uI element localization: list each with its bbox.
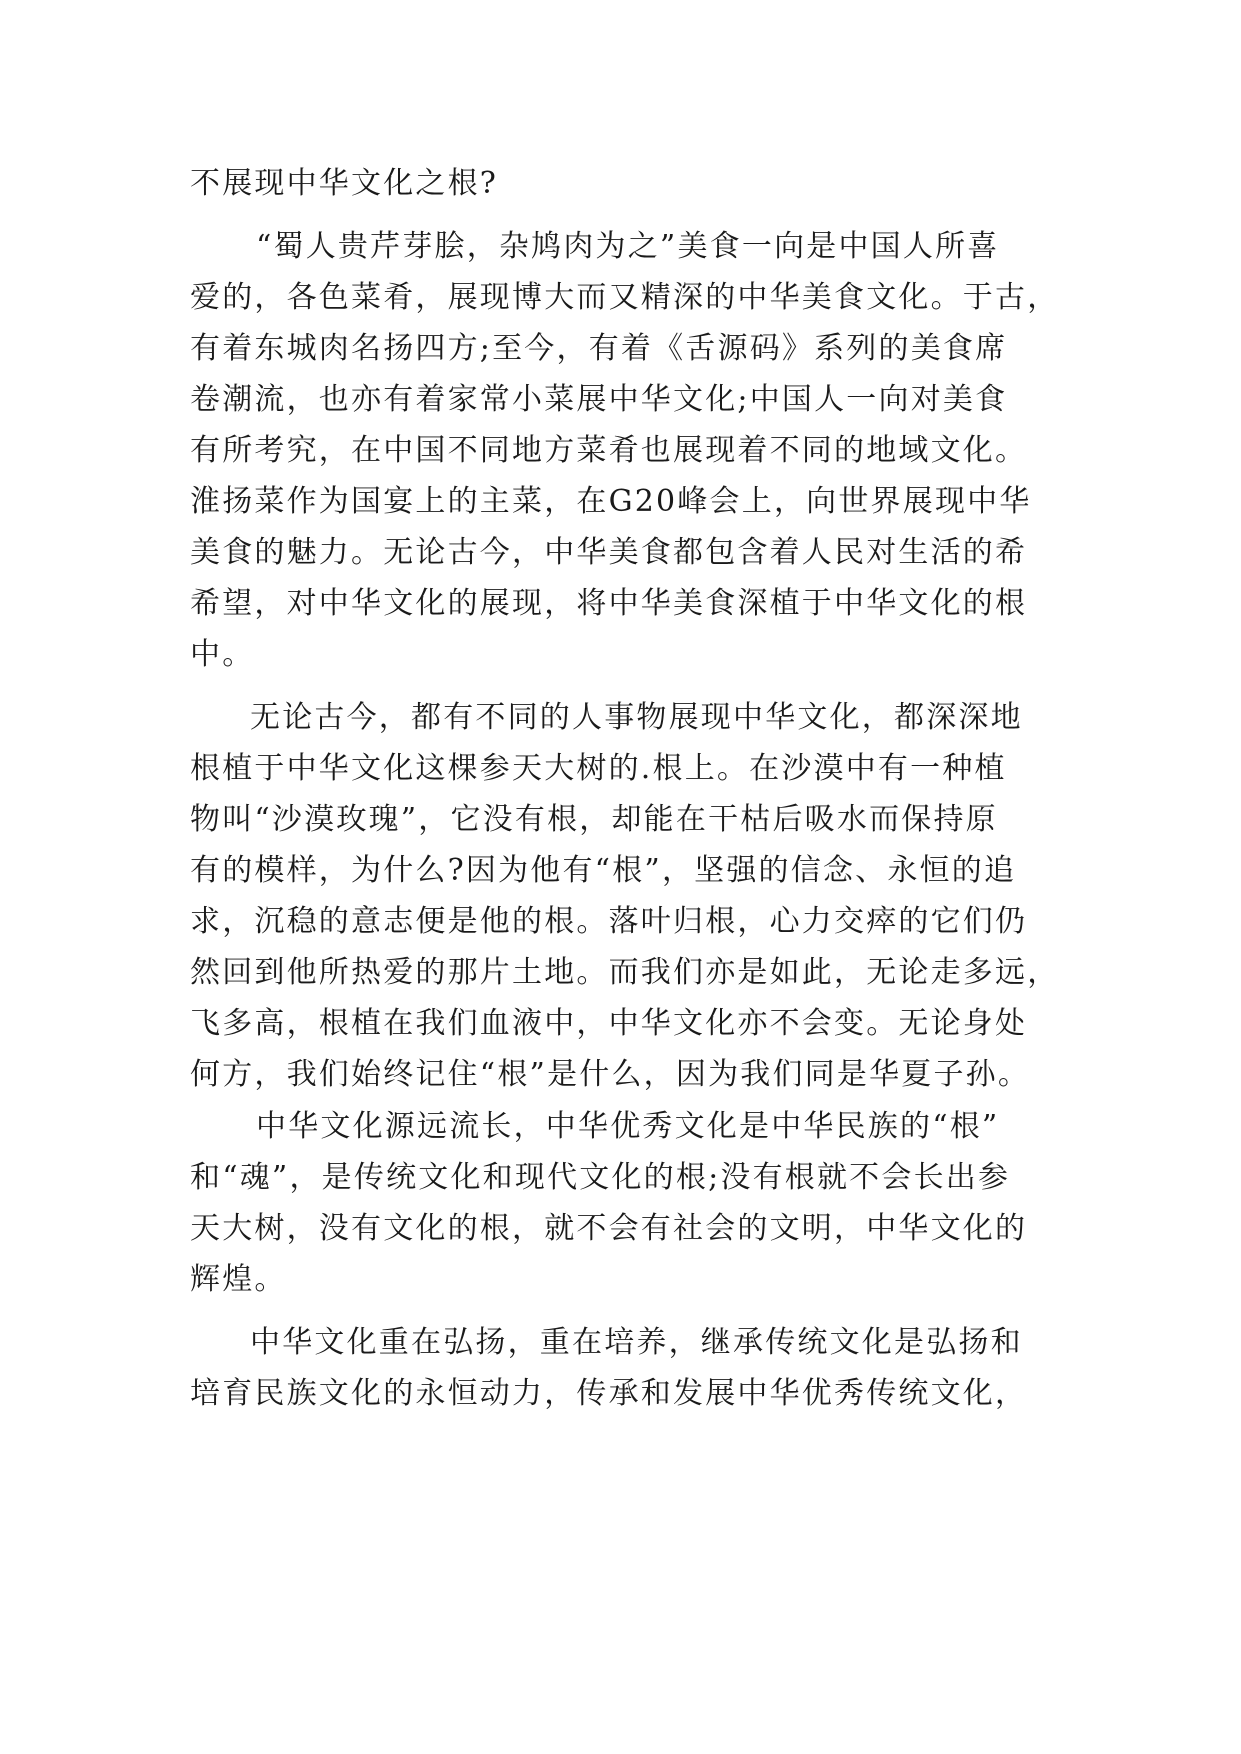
- text-line: 有所考究，在中国不同地方菜肴也展现着不同的地域文化。: [190, 433, 1028, 468]
- text-line: 和“魂”，是传统文化和现代文化的根;没有根就不会长出参: [190, 1160, 1011, 1195]
- paragraph-first-line: 无论古今，都有不同的人事物展现中华文化，都深深地: [250, 700, 1023, 735]
- text-line: 何方，我们始终记住“根”是什么，因为我们同是华夏子孙。: [190, 1057, 1031, 1092]
- text-line: 中。: [190, 637, 255, 672]
- text-line: 美食的魅力。无论古今，中华美食都包含着人民对生活的希: [190, 535, 1028, 570]
- text-line: 辉煌。: [190, 1262, 287, 1297]
- text-line: 有的模样，为什么?因为他有“根”，坚强的信念、永恒的追: [190, 853, 1017, 888]
- text-line: 培育民族文化的永恒动力，传承和发展中华优秀传统文化，: [190, 1376, 1028, 1411]
- paragraph-first-line: “蜀人贵芹芽脍，杂鸠肉为之”美食一向是中国人所喜: [256, 229, 1000, 264]
- paragraph-first-line: 中华文化源远流长，中华优秀文化是中华民族的“根”: [256, 1109, 1000, 1144]
- text-line: 根植于中华文化这棵参天大树的.根上。在沙漠中有一种植: [190, 751, 1007, 786]
- text-line: 淮扬菜作为国宴上的主菜，在G20峰会上，向世界展现中华: [190, 484, 1032, 519]
- text-line: 爱的，各色菜肴，展现博大而又精深的中华美食文化。于古，: [190, 280, 1060, 315]
- document-body: [190, 158, 1060, 1420]
- text-line: 希望，对中华文化的展现，将中华美食深植于中华文化的根: [190, 586, 1028, 621]
- text-line: 求，沉稳的意志便是他的根。落叶归根，心力交瘁的它们仍: [190, 904, 1028, 939]
- text-line: 天大树，没有文化的根，就不会有社会的文明，中华文化的: [190, 1211, 1028, 1246]
- text-line: 有着东城肉名扬四方;至今，有着《舌源码》系列的美食席: [190, 331, 1008, 366]
- text-line: 然回到他所热爱的那片土地。而我们亦是如此，无论走多远，: [190, 955, 1060, 990]
- text-line: 不展现中华文化之根?: [190, 166, 499, 201]
- text-line: 物叫“沙漠玫瑰”，它没有根，却能在干枯后吸水而保持原: [190, 802, 998, 837]
- paragraph-first-line: 中华文化重在弘扬，重在培养，继承传统文化是弘扬和: [250, 1325, 1023, 1360]
- text-line: 卷潮流，也亦有着家常小菜展中华文化;中国人一向对美食: [190, 382, 1008, 417]
- text-line: 飞多高，根植在我们血液中，中华文化亦不会变。无论身处: [190, 1006, 1028, 1041]
